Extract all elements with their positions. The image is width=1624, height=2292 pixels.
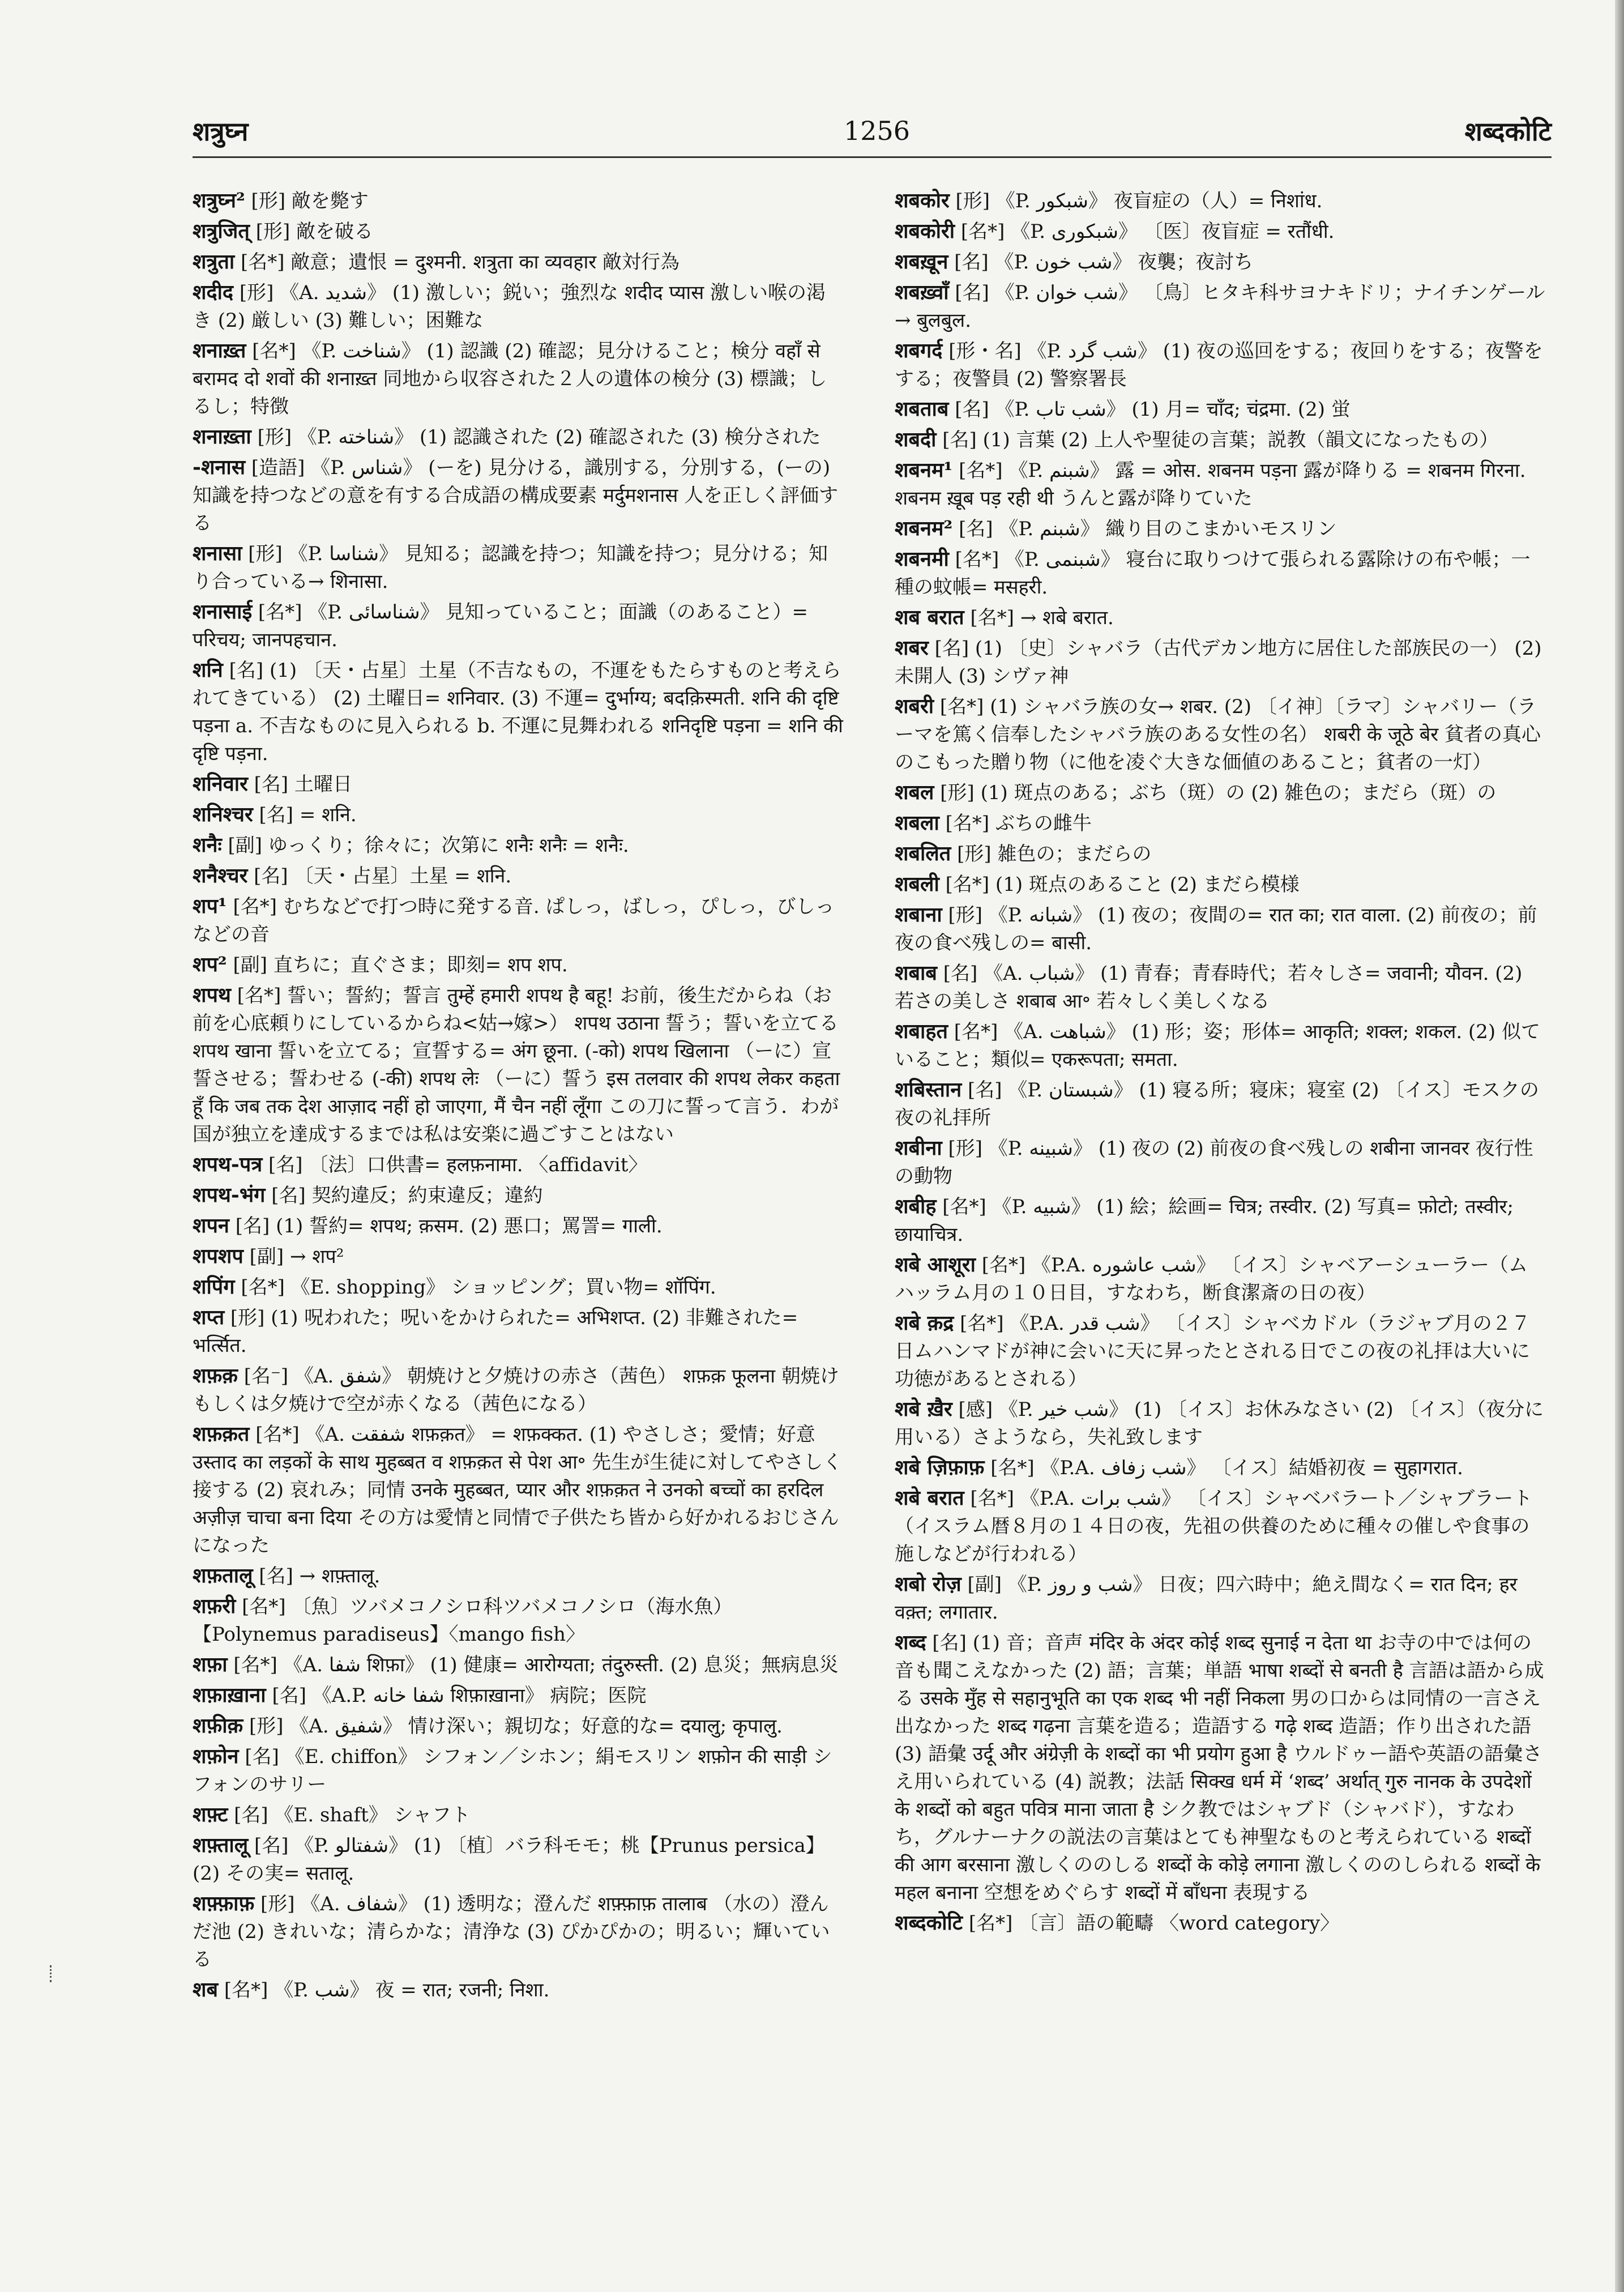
dictionary-entry: [895, 515, 1546, 543]
page-header: [193, 113, 1552, 153]
entry-headword: शबाहत: [895, 1019, 948, 1043]
entry-headword: शबर: [895, 636, 929, 660]
entry-headword: शबनम¹: [895, 458, 953, 482]
dictionary-entry: [895, 337, 1546, 393]
entry-definition: [名] 《A. شباب》 (1) 青春；青春時代；若々しさ= जवानी; यौवन. (2) 若さの美しさ शबाब आ॰ 若々しく美しくなる: [895, 962, 1523, 1013]
entry-definition: [名] → शफ़्तालू.: [253, 1565, 381, 1587]
dictionary-entry: [193, 1420, 844, 1560]
entry-definition: [名] 《P. شبستان》 (1) 寝る所；寝床；寝室 (2) 〔イス〕モスクの夜の礼拝所: [895, 1079, 1539, 1129]
dictionary-entry: [193, 770, 844, 799]
entry-definition: [名*] 《P.A. شب قدر》 〔イス〕シャベカドル（ラジャブ月の２７日ムハンマドが神に会いに天に昇ったとされる日でこの夜の礼拝は大いに功徳があるとされる）: [895, 1312, 1531, 1390]
entry-definition: [名*] 《A. شفقت शफ़क़त》 = शफ़क्कत. (1) やさしさ；愛情；好意 उस्ताद का लड़कों के साथ मुहब्बत व शफ़क़त से पेश आ॰ 先生が生徒に対してやさしく接する (2) 哀れみ；同情 उनके मुहब्बत, प्यार और शफ़क़त ने उनको बच्चों का हरदिल अज़ीज़ चाचा बना दिया その方は愛情と同情で子供たち皆から好かれるおじさんになった: [193, 1423, 843, 1557]
entry-headword: शनि: [193, 658, 223, 682]
dictionary-entry: [193, 217, 844, 246]
entry-definition: [名⁻] 《A. شفق》 朝焼けと夕焼けの赤さ（茜色） शफ़क़ फूलना 朝焼けもしくは夕焼けで空が赤くなる（茜色になる）: [193, 1365, 839, 1415]
entry-headword: शत्रुजित्: [193, 219, 250, 243]
entry-headword: शबगर्द: [895, 339, 943, 362]
dictionary-entry: [895, 840, 1546, 868]
entry-definition: [名] 〔法〕口供書= हलफ़नामा. 〈affidavit〉: [262, 1154, 648, 1176]
dictionary-entry: [193, 279, 844, 335]
entry-headword: शपथ-भंग: [193, 1183, 266, 1207]
entry-definition: [名*] 〔魚〕ツバメコノシロ科ツバメコノシロ（海水魚）【Polynemus paradiseus】〈mango fish〉: [193, 1595, 733, 1646]
entry-definition: [名] 《P. شب تاب》 (1) 月= चाँद; चंद्रमा. (2) 蛍: [948, 398, 1351, 421]
dictionary-entry: [193, 248, 844, 276]
entry-headword: शबो रोज़: [895, 1572, 961, 1596]
entry-definition: [名] 《P. شبنم》 織り目のこまかいモスリン: [952, 518, 1337, 540]
entry-definition: [名*] ぶちの雌牛: [939, 812, 1092, 835]
entry-definition: [名*] 《P.A. شب زفاف》 〔イス〕結婚初夜 = सुहागरात.: [984, 1457, 1463, 1479]
entry-headword: शब बरात: [895, 605, 964, 629]
dictionary-entry: [193, 1712, 844, 1740]
entry-headword: शफ़री: [193, 1594, 236, 1618]
entry-definition: [名*] 《P. شناخت》 (1) 認識 (2) 確認；見分けること；検分 वहाँ से बरामद दो शवों की शनाख़्त 同地から収容された２人の遺体の検分 (3) 標識；しるし；特徴: [193, 340, 827, 418]
dictionary-entry: [895, 959, 1546, 1015]
entry-definition: [形] 《P. شناخته》 (1) 認識された (2) 確認された (3) 検分された: [251, 426, 821, 449]
dictionary-entry: [193, 1681, 844, 1710]
entry-headword: शबाब: [895, 961, 937, 985]
entry-definition: [名*] 《P. شبیه》 (1) 絵；絵画= चित्र; तस्वीर. (2) 写真= फ़ोटो; तस्वीर; छायाचित्र.: [895, 1196, 1514, 1246]
entry-headword: शबीना: [895, 1136, 942, 1160]
dictionary-entry: [895, 1454, 1546, 1482]
entry-headword: शपन: [193, 1214, 229, 1237]
dictionary-entry: [193, 187, 844, 215]
dictionary-entry: [193, 1562, 844, 1590]
dictionary-entry: [193, 656, 844, 768]
entry-definition: [名] (1) 〔史〕シャバラ（古代デカン地方に居住した部族民の一） (2) 未開人 (3) シヴァ神: [895, 637, 1542, 688]
entry-headword: शबल: [895, 780, 934, 804]
entry-definition: [名*] 《P. شب》 夜 = रात; रजनी; निशा.: [218, 1979, 550, 2001]
entry-headword: शत्रुता: [193, 250, 235, 274]
dictionary-entry: [193, 1593, 844, 1649]
margin-mark: [50, 1965, 59, 1982]
dictionary-entry: [193, 540, 844, 596]
entry-definition: [名*] (1) 斑点のあること (2) まだら模様: [939, 873, 1300, 896]
dictionary-entry: [895, 1076, 1546, 1132]
entry-headword: शनैश्चर: [193, 864, 248, 887]
entry-definition: [形] (1) 呪われた；呪いをかけられた= अभिशप्त. (2) 非難された= भर्त्सित.: [193, 1307, 798, 1357]
entry-headword: शबकोर: [895, 189, 950, 212]
dictionary-entry: [895, 545, 1546, 601]
entry-definition: [形] 《P. شبینه》 (1) 夜の (2) 前夜の食べ残しの शबीना जानवर 夜行性の動物: [895, 1137, 1533, 1188]
dictionary-entry: [895, 1395, 1546, 1452]
entry-headword: शफ़ा: [193, 1653, 228, 1676]
entry-headword: शपथ-पत्र: [193, 1153, 263, 1176]
entry-definition: [名] 《E. chiffon》 シフォン／シホン；絹モスリン शफ़ोन की साड़ी シフォンのサリー: [193, 1745, 832, 1796]
entry-definition: [形] 敵を斃す: [245, 190, 369, 212]
dictionary-entry: [895, 248, 1546, 276]
entry-definition: [名] (1) 〔天・占星〕土星（不吉なもの，不運をもたらすものと考えられてきている） (2) 土曜日= शनिवार. (3) 不運= दुर्भाग्य; बदक़िस्मती. शनि की दृष्टि पड़ना a. 不吉なものに見入られる b. 不運に見舞われる शनिदृष्टि पड़ना = शनि की दृष्टि पड़ना.: [193, 659, 843, 765]
entry-headword: शनाख़्ता: [193, 425, 251, 449]
entry-definition: [形・名] 《P. شب گرد》 (1) 夜の巡回をする；夜回りをする；夜警をする；夜警員 (2) 警察署長: [895, 340, 1543, 390]
entry-definition: [名] = शनि.: [253, 804, 357, 826]
entry-headword: शबनम²: [895, 517, 953, 540]
entry-definition: [名*] 《A. شباهت》 (1) 形；姿；形体= आकृति; शक्ल; शकल. (2) 似ていること；類似= एकरूपता; समता.: [895, 1021, 1540, 1071]
entry-definition: [名*] 誓い；誓約；誓言 तुम्हें हमारी शपथ है बहू! お前，後生だからね（お前を心底頼りにしているからね<姑→嫁>） शपथ उठाना 誓う；誓いを立てる शपथ खाना 誓いを立てる；宣誓する= अंग छूना. (-को) शपथ खिलाना （ーに）宣誓させる；誓わせる (-की) शपथ लेः （ーに）誓う इस तलवार की शपथ लेकर कहता हूँ कि जब तक देश आज़ाद नहीं हो जाएगा, मैं चैन नहीं लूँगा この刀に誓って言う．わが国が独立を達成するまでは私は安楽に過ごすことはない: [193, 984, 840, 1146]
entry-definition: [名*] 敵意；遺恨 = दुश्मनी. शत्रुता का व्यवहार 敵対行為: [234, 251, 680, 274]
right-column: [895, 187, 1546, 2203]
dictionary-entry: [193, 1832, 844, 1888]
entry-definition: [感] 《P. شب خیر》 (1) 〔イス〕お休みなさい (2) 〔イス〕（夜分に用いる）さようなら，失礼致します: [895, 1398, 1544, 1449]
dictionary-entry: [193, 1273, 844, 1301]
header-right-guide-word: शब्दकोटि: [1464, 116, 1552, 147]
dictionary-entry: [895, 1309, 1546, 1393]
entry-headword: शप²: [193, 953, 227, 976]
entry-definition: [副] 《P. شب و روز》 日夜；四六時中；絶え間なく= रात दिन; हर वक़्त; लगातार.: [895, 1573, 1518, 1624]
entry-headword: शनिवार: [193, 772, 248, 796]
dictionary-entry: [193, 423, 844, 451]
dictionary-entry: [193, 862, 844, 890]
entry-definition: [名] 《P. شفتالو》 (1) 〔植〕バラ科モモ；桃【Prunus persica】 (2) その実= सतालू.: [193, 1834, 825, 1885]
dictionary-entry: [895, 901, 1546, 957]
entry-headword: शबाना: [895, 903, 942, 927]
entry-headword: शफ़ोन: [193, 1744, 239, 1768]
dictionary-entry: [193, 951, 844, 979]
header-left-guide-word: शत्रुघ्न: [193, 116, 249, 147]
entry-definition: [名] 土曜日: [247, 773, 353, 796]
dictionary-entry: [895, 634, 1546, 690]
dictionary-entry: [895, 1570, 1546, 1627]
entry-definition: [名] (1) 音；音声 मंदिर के अंदर कोई शब्द सुनाई न देता था お寺の中では何の音も聞こえなかった (2) 語；言葉；単語 भाषा शब्दों से बनती है 言語は語から成る उसके मुँह से सहानुभूति का एक शब्द भी नहीं निकला 男の口からは同情の一言さえ出なかった शब्द गढ़ना 言葉を造る；造語する गढ़े शब्द 造語；作り出された語 (3) 語彙 उर्दू और अंग्रेज़ी के शब्दों का भी प्रयोग हुआ है ウルドゥー語や英語の語彙さえ用いられている (4) 説教；法話 सिक्ख धर्म में ‘शब्द’ अर्थात् गुरु नानक के उपदेशों के शब्दों को बहुत पवित्र माना जाता है シク教ではシャブド（シャバド），すなわち，グルナーナクの説法の言葉はとても神聖なものと考えられている शब्दों की आग बरसाना 激しくののしる शब्दों के कोड़े लगाना 激しくののしられる शब्दों के महल बनाना 空想をめぐらす शब्दों में बाँधना 表現する: [895, 1632, 1544, 1904]
entry-headword: शफ़्ट: [193, 1803, 228, 1826]
entry-headword: शबे ज़िफ़ाफ़: [895, 1456, 985, 1479]
dictionary-entry: [895, 1629, 1546, 1907]
entry-definition: [副] ゆっくり；徐々に；次第に शनैः शनैः = शनैः.: [221, 834, 629, 857]
page-edge-shadow: [1615, 0, 1624, 2292]
dictionary-entry: [895, 395, 1546, 424]
dictionary-entry: [895, 1484, 1546, 1568]
dictionary-entry: [193, 1304, 844, 1360]
entry-headword: शदीद: [193, 280, 234, 304]
entry-headword: शनिश्चर: [193, 803, 253, 826]
entry-definition: [形] 《A. شدید》 (1) 激しい；鋭い；強烈な शदीद प्यास 激しい喉の渇き (2) 厳しい (3) 難しい；困難な: [193, 281, 826, 332]
entry-headword: शब: [193, 1978, 219, 2001]
dictionary-entry: [193, 1890, 844, 1974]
dictionary-entry: [193, 831, 844, 860]
entry-headword: शबनमी: [895, 547, 949, 571]
dictionary-entry: [895, 1909, 1546, 1937]
entry-headword: शपथ: [193, 983, 231, 1007]
entry-headword: शनासा: [193, 541, 242, 565]
dictionary-entry: [895, 187, 1546, 215]
entry-headword: शबख़ून: [895, 250, 948, 274]
entry-definition: [造語] 《P. شناس》 (ーを) 見分ける，識別する，分別する，(ーの) 知識を持つなどの意を有する合成語の構成要素 मर्दुमशनास 人を正しく評価する: [193, 456, 839, 535]
header-rule: [193, 156, 1552, 158]
entry-definition: [副] → शप²: [243, 1245, 344, 1268]
entry-headword: शबताब: [895, 397, 949, 421]
entry-definition: [名] (1) 誓約= शपथ; क़सम. (2) 悪口；罵詈= गाली.: [229, 1215, 663, 1237]
dictionary-entry: [193, 1976, 844, 2004]
entry-definition: [名] 《P. شب خوان》 〔鳥〕ヒタキ科サヨナキドリ；ナイチンゲール→ बुलबुल.: [895, 281, 1545, 332]
entry-headword: शपिंग: [193, 1275, 235, 1299]
entry-headword: शत्रुघ्न²: [193, 189, 245, 212]
entry-headword: शबली: [895, 872, 939, 896]
dictionary-entry: [895, 456, 1546, 513]
entry-definition: [名] 〔天・占星〕土星 = शनि.: [247, 865, 512, 887]
dictionary-entry: [193, 337, 844, 421]
entry-headword: शबे आशूरा: [895, 1253, 976, 1277]
entry-definition: [名] 《P. شب خون》 夜襲；夜討ち: [948, 251, 1254, 274]
dictionary-entry: [895, 279, 1546, 335]
entry-definition: [名*] 《E. shopping》 ショッピング；買い物= शॉपिंग.: [234, 1276, 716, 1299]
entry-headword: शबे ख़ैर: [895, 1397, 952, 1421]
entry-headword: शबलित: [895, 842, 951, 865]
dictionary-entry: [193, 1243, 844, 1271]
dictionary-entry: [895, 426, 1546, 454]
entry-definition: [名*] → शबे बरात.: [964, 607, 1114, 629]
entry-headword: शफ़ीक़: [193, 1714, 243, 1738]
entry-definition: [名] 《A.P. شفا خانه शिफ़ाख़ाना》 病院；医院: [266, 1684, 647, 1707]
entry-definition: [名*] 《P. شبنم》 露 = ओस. शबनम पड़ना 露が降りる = शबनम गिरना. शबनम ख़ूब पड़ रही थी うんと露が降りていた: [895, 459, 1526, 510]
dictionary-entry: [193, 1362, 844, 1418]
entry-headword: शप्त: [193, 1305, 225, 1329]
entry-definition: [名*] 《P. شبنمی》 寝台に取りつけて張られる露除けの布や帳；一種の蚊帳= मसहरी.: [895, 548, 1531, 599]
entry-definition: [形] 敵を破る: [249, 220, 374, 243]
entry-headword: शबख़्वाँ: [895, 280, 949, 304]
dictionary-entry: [895, 1251, 1546, 1307]
entry-definition: [形] 雑色の；まだらの: [951, 843, 1152, 865]
entry-definition: [名*] 《P. شناسائی》 見知っていること；面識（のあること）= परिचय; जानपहचान.: [193, 601, 808, 651]
entry-headword: शप¹: [193, 894, 227, 918]
entry-definition: [形] 《A. شفیق》 情け深い；親切な；好意的な= दयालु; कृपालु.: [243, 1715, 783, 1738]
entry-definition: [名] 《E. shaft》 シャフト: [228, 1804, 471, 1826]
dictionary-entry: [193, 454, 844, 537]
entry-headword: शबे क़द्र: [895, 1311, 954, 1335]
entry-definition: [名] 契約違反；約束違反；違約: [265, 1184, 543, 1207]
entry-definition: [副] 直ちに；直ぐさま；即刻= शप शप.: [226, 954, 568, 976]
dictionary-entry: [895, 809, 1546, 838]
entry-headword: शफ़क़त: [193, 1422, 250, 1446]
entry-headword: शबकोरी: [895, 219, 955, 243]
dictionary-entry: [193, 1212, 844, 1240]
entry-headword: शबला: [895, 811, 939, 835]
dictionary-entry: [193, 1743, 844, 1799]
dictionary-entry: [895, 1193, 1546, 1249]
left-column: [193, 187, 844, 2203]
entry-headword: शपशप: [193, 1244, 243, 1268]
entry-headword: -शनास: [193, 455, 246, 479]
entry-headword: शफ़ाख़ाना: [193, 1683, 266, 1707]
entry-headword: शनासाई: [193, 600, 253, 624]
entry-definition: [形] (1) 斑点のある；ぶち（斑）の (2) 雑色の；まだら（斑）の: [934, 782, 1497, 804]
entry-definition: [名*] 〔言〕語の範疇 〈word category〉: [963, 1912, 1340, 1935]
dictionary-entry: [193, 981, 844, 1149]
dictionary-entry: [895, 217, 1546, 246]
entry-definition: [名*] 《P.A. شب برات》 〔イス〕シャベバラート／シャブラート（イスラム暦８月の１４日の夜，先祖の供養のために種々の催しや食事の施しなどが行われる）: [895, 1487, 1533, 1565]
entry-definition: [形] 《A. شفاف》 (1) 透明な；澄んだ शफ़्फ़ाफ़ तालाब （水の）澄んだ池 (2) きれいな；清らかな；清浄な (3) ぴかぴかの；明るい；輝いている: [193, 1893, 830, 1971]
entry-headword: शबदी: [895, 428, 937, 451]
entry-headword: शबीह: [895, 1194, 937, 1218]
dictionary-entry: [193, 893, 844, 949]
page-number: 1256: [844, 116, 911, 146]
dictionary-entry: [895, 870, 1546, 899]
entry-definition: [名*] (1) シャバラ族の女→ शबर. (2) 〔イ神〕〔ラマ〕シャバリー（ラーマを篤く信奉したシャバラ族のある女性の名） शबरी के जूठे बेर 貧者の真心のこもった贈り物（に他を凌ぐ大きな価値のあること；貧者の一灯）: [895, 695, 1541, 774]
entry-definition: [形] 《P. شبانه》 (1) 夜の；夜間の= रात का; रात वाला. (2) 前夜の；前夜の食べ残しの= बासी.: [895, 904, 1537, 954]
entry-headword: शब्द: [895, 1631, 926, 1654]
entry-headword: शफ़क़: [193, 1364, 238, 1388]
dictionary-entry: [895, 779, 1546, 807]
entry-definition: [名*] 《P. شبکوری》 〔医〕夜盲症 = रतौंधी.: [955, 220, 1335, 243]
entry-headword: शनाख़्त: [193, 339, 246, 362]
dictionary-entry: [193, 1151, 844, 1179]
dictionary-entry: [895, 1018, 1546, 1074]
dictionary-entry: [193, 598, 844, 654]
entry-headword: शनैः: [193, 833, 222, 857]
dictionary-entry: [193, 1181, 844, 1210]
dictionary-entry: [895, 693, 1546, 776]
entry-definition: [名] (1) 言葉 (2) 上人や聖徒の言葉；説教（韻文になったもの）: [936, 429, 1499, 451]
entry-definition: [形] 《P. شبکور》 夜盲症の（人）= निशांध.: [949, 190, 1323, 212]
entry-headword: शफ़्तालू: [193, 1833, 249, 1857]
dictionary-entry: [895, 1134, 1546, 1190]
dictionary-entry: [193, 1651, 844, 1679]
dictionary-entry: [895, 604, 1546, 632]
entry-headword: शबरी: [895, 694, 934, 718]
entry-headword: शब्दकोटि: [895, 1911, 963, 1935]
entry-definition: [形] 《P. شناسا》 見知る；認識を持つ；知識を持つ；見分ける；知り合っている→ शिनासा.: [193, 543, 828, 593]
dictionary-entry: [193, 801, 844, 829]
entry-headword: शफ़तालू: [193, 1564, 253, 1587]
entry-headword: शफ़्फ़ाफ़: [193, 1892, 255, 1915]
dictionary-entry: [193, 1801, 844, 1829]
entry-headword: शबिस्तान: [895, 1078, 962, 1102]
entry-definition: [名*] 《A. شفا शिफ़ा》 (1) 健康= आरोग्यता; तंदुरुस्ती. (2) 息災；無病息災: [227, 1654, 839, 1676]
entry-definition: [名*] むちなどで打つ時に発する音. ぱしっ，ばしっ，ぴしっ，びしっなどの音: [193, 895, 835, 946]
entry-headword: शबे बरात: [895, 1486, 964, 1510]
entry-definition: [名*] 《P.A. شب عاشوره》 〔イス〕シャベアーシューラー（ムハッラム月の１０日目，すなわち，断食潔斎の日の夜）: [895, 1254, 1528, 1304]
